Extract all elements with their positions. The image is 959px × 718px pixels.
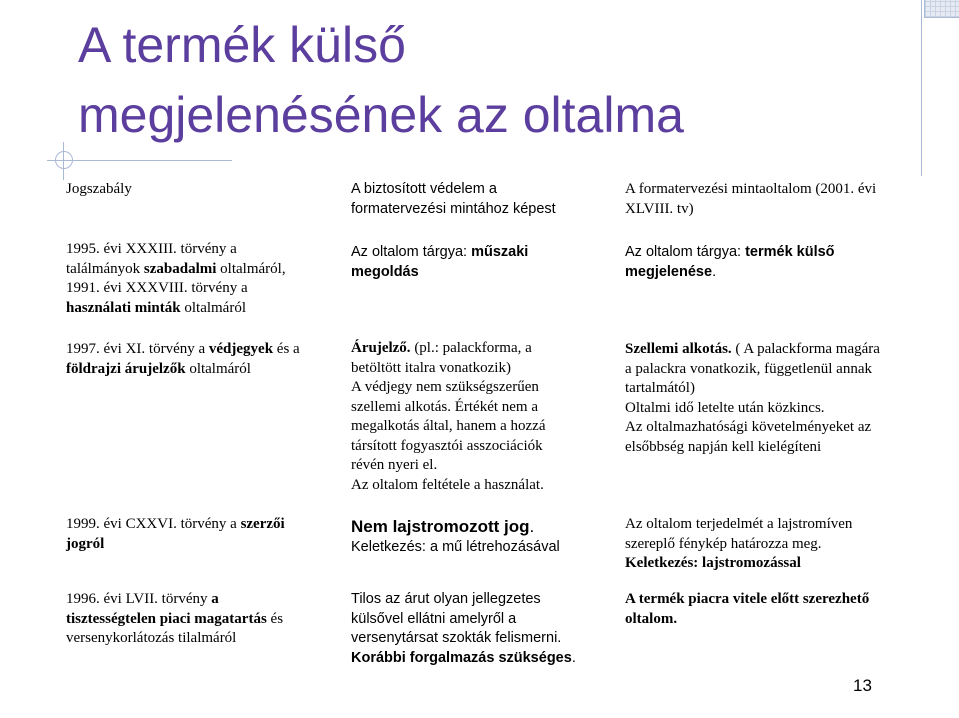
text-segment: 1999. évi CXXVI. törvény a bbox=[66, 516, 241, 532]
header-cell-design-law bbox=[625, 180, 876, 219]
text-line bbox=[625, 360, 880, 380]
text-segment: Jogszabály bbox=[66, 181, 132, 197]
text-line bbox=[351, 243, 528, 263]
bold-text: Keletkezés: lajstromozással bbox=[625, 555, 801, 571]
header-cell-legislation bbox=[66, 180, 132, 200]
text-segment: Az oltalom tárgya: bbox=[625, 244, 746, 260]
bold-text: Szellemi alkotás. bbox=[625, 341, 732, 357]
text-line bbox=[351, 359, 546, 379]
text-line bbox=[351, 456, 546, 476]
text-segment: . bbox=[712, 263, 717, 280]
text-segment: formatervezési mintához képest bbox=[351, 200, 556, 217]
text-line bbox=[351, 417, 546, 437]
bold-text: jogról bbox=[66, 535, 105, 552]
text-line bbox=[66, 240, 286, 260]
text-line bbox=[66, 340, 300, 360]
text-line bbox=[351, 200, 556, 220]
header-cell-design-protection bbox=[351, 180, 556, 219]
text-line bbox=[66, 610, 283, 630]
text-segment: Keletkezés: a mű létrehozásával bbox=[351, 539, 560, 555]
text-line bbox=[351, 180, 556, 200]
cell-r4-c3 bbox=[625, 590, 869, 629]
text-line bbox=[351, 629, 576, 649]
cell-r3-c1 bbox=[66, 515, 285, 554]
text-line bbox=[625, 399, 880, 419]
text-line bbox=[66, 299, 286, 319]
text-line bbox=[66, 590, 283, 610]
text-line bbox=[351, 378, 546, 398]
text-segment: és bbox=[266, 610, 284, 627]
text-segment: oltalmáról bbox=[180, 299, 247, 316]
text-segment: szereplő fénykép határozza meg. bbox=[625, 535, 822, 552]
text-line bbox=[66, 180, 132, 200]
right-vertical-line bbox=[921, 0, 922, 176]
text-segment: tartalmától) bbox=[625, 380, 695, 396]
text-segment: szellemi alkotás. Értékét nem a bbox=[351, 398, 539, 415]
text-segment: ( A palackforma magára bbox=[731, 341, 880, 357]
bold-text: Árujelző. bbox=[351, 340, 411, 356]
text-segment: Tilos az árut olyan jellegzetes bbox=[351, 591, 541, 607]
text-segment: 1995. évi XXXIII. törvény a bbox=[66, 241, 237, 257]
text-segment: . bbox=[529, 517, 535, 536]
bold-text: használati minták bbox=[66, 299, 181, 316]
text-line bbox=[66, 535, 285, 555]
text-segment: révén nyeri el. bbox=[351, 457, 438, 473]
text-line bbox=[625, 554, 852, 574]
slide-title-line-1: A termék külső bbox=[78, 17, 406, 73]
text-line bbox=[351, 398, 546, 418]
text-line bbox=[625, 610, 869, 630]
bold-text: műszaki bbox=[471, 244, 529, 260]
title-underline bbox=[47, 160, 232, 161]
bold-text: Korábbi forgalmazás szükséges bbox=[351, 649, 572, 666]
text-segment: a palackra vonatkozik, függetlenül annak bbox=[625, 360, 872, 377]
text-segment: megalkotás által, hanem a hozzá bbox=[351, 418, 546, 434]
text-line bbox=[351, 476, 546, 496]
text-segment: (pl.: palackforma, a bbox=[410, 340, 532, 356]
decorative-circle bbox=[55, 151, 73, 169]
bold-text: oltalom. bbox=[625, 610, 678, 627]
text-segment: külsővel ellátni amelyről a bbox=[351, 610, 517, 627]
cell-r2-c3 bbox=[625, 340, 880, 457]
bold-text: tisztességtelen piaci magatartás bbox=[66, 610, 267, 627]
text-line bbox=[351, 538, 560, 558]
text-segment: 1991. évi XXXVIII. törvény a bbox=[66, 280, 248, 296]
text-segment: Az oltalom feltétele a használat. bbox=[351, 476, 544, 493]
text-line bbox=[625, 243, 835, 263]
text-line bbox=[625, 438, 880, 458]
cell-r4-c1 bbox=[66, 590, 283, 649]
text-line bbox=[351, 437, 546, 457]
text-segment: . bbox=[571, 649, 576, 666]
text-line bbox=[66, 515, 285, 535]
text-line bbox=[625, 200, 876, 220]
bold-text: földrajzi árujelzők bbox=[66, 360, 186, 377]
text-segment: társított fogyasztói asszociációk bbox=[351, 437, 543, 454]
bold-text: termék külső bbox=[745, 244, 835, 260]
text-segment: A védjegy nem szükségszerűen bbox=[351, 379, 539, 395]
text-segment: és a bbox=[273, 341, 300, 357]
text-line bbox=[625, 515, 852, 535]
text-line bbox=[625, 590, 869, 610]
text-segment: A biztosított védelem a bbox=[351, 181, 497, 197]
text-segment: betöltött italra vonatkozik) bbox=[351, 359, 511, 376]
text-segment: versenytársat szokták felismerni. bbox=[351, 630, 562, 646]
text-segment: A formatervezési mintaoltalom (2001. évi bbox=[625, 181, 877, 197]
text-line bbox=[66, 360, 300, 380]
text-line bbox=[351, 516, 560, 538]
text-segment: találmányok bbox=[66, 260, 144, 277]
text-line bbox=[351, 649, 576, 669]
slide-title-line-2: megjelenésének az oltalma bbox=[78, 87, 684, 143]
cell-r3-c3 bbox=[625, 515, 852, 574]
text-segment: versenykorlátozás tilalmáról bbox=[66, 630, 237, 646]
text-line bbox=[625, 418, 880, 438]
text-segment: elsőbbség napján kell kielégíteni bbox=[625, 438, 822, 455]
text-segment: oltalmáról, bbox=[216, 260, 286, 277]
text-segment: 1997. évi XI. törvény a bbox=[66, 341, 209, 357]
cell-r1-c2 bbox=[351, 243, 528, 282]
cell-r2-c2 bbox=[351, 339, 546, 495]
text-segment: oltalmáról bbox=[185, 360, 251, 377]
text-segment: Az oltalom tárgya: bbox=[351, 244, 472, 260]
page-number: 13 bbox=[853, 676, 872, 695]
text-segment: Oltalmi idő letelte után közkincs. bbox=[625, 399, 825, 416]
text-line bbox=[625, 379, 880, 399]
cell-r2-c1 bbox=[66, 340, 300, 379]
text-line bbox=[66, 279, 286, 299]
bold-text: A termék piacra vitele előtt szerezhető bbox=[625, 591, 870, 607]
text-line bbox=[625, 180, 876, 200]
cell-r4-c2 bbox=[351, 590, 576, 668]
bold-text: védjegyek bbox=[208, 341, 274, 357]
text-segment: Az oltalom terjedelmét a lajstromíven bbox=[625, 516, 853, 532]
text-line bbox=[66, 629, 283, 649]
text-line bbox=[66, 260, 286, 280]
text-segment: 1996. évi LVII. törvény bbox=[66, 591, 212, 607]
text-segment: Az oltalmazhatósági követelményeket az bbox=[625, 419, 872, 435]
cell-r1-c1 bbox=[66, 240, 286, 318]
cell-r3-c2 bbox=[351, 516, 560, 558]
text-line bbox=[351, 590, 576, 610]
bold-text: megjelenése bbox=[625, 263, 713, 280]
bold-text: Nem lajstromozott jog bbox=[351, 517, 530, 536]
corner-pattern bbox=[924, 0, 959, 18]
cell-r1-c3 bbox=[625, 243, 835, 282]
text-segment: XLVIII. tv) bbox=[625, 200, 694, 217]
bold-text: szabadalmi bbox=[143, 260, 217, 277]
text-line bbox=[351, 339, 546, 359]
text-line bbox=[625, 535, 852, 555]
text-line bbox=[625, 263, 835, 283]
bold-text: szerzői bbox=[240, 516, 285, 532]
text-line bbox=[625, 340, 880, 360]
text-line bbox=[351, 263, 528, 283]
bold-text: megoldás bbox=[351, 263, 419, 280]
text-line bbox=[351, 610, 576, 630]
bold-text: a bbox=[211, 591, 219, 607]
